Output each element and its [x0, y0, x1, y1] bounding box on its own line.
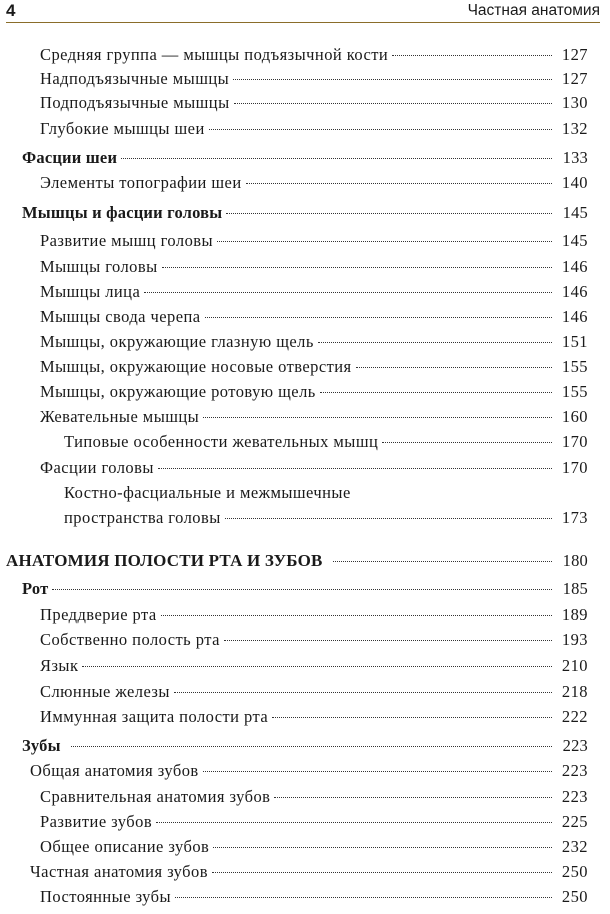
toc-entry[interactable] [40, 92, 588, 114]
dot-leader [71, 746, 552, 747]
toc-entry-page: 210 [561, 656, 588, 675]
toc-entry-page: 132 [561, 119, 588, 138]
toc-section-entry[interactable] [22, 202, 588, 224]
toc-entry-title-line1: Костно-фасциальные и межмышечные [64, 483, 351, 502]
toc-entry-title: Постоянные зубы [40, 887, 172, 906]
dot-leader [212, 872, 552, 873]
dot-leader [234, 103, 552, 104]
toc-entry-title: Язык [40, 656, 79, 675]
toc-entry-page: 170 [561, 458, 588, 477]
toc-entry[interactable] [40, 381, 588, 403]
toc-entry-page: 145 [561, 231, 588, 250]
toc-entry[interactable] [40, 681, 588, 703]
toc-entry-page: 140 [561, 173, 588, 192]
toc-entry[interactable] [40, 706, 588, 728]
toc-chapter-title: АНАТОМИЯ ПОЛОСТИ РТА И ЗУБОВ [6, 551, 323, 570]
toc-entry-title: Развитие мышц головы [40, 231, 214, 250]
toc-entry[interactable] [40, 281, 588, 303]
dot-leader [205, 317, 552, 318]
toc-subentry[interactable] [64, 431, 588, 453]
toc-entry-page: 250 [561, 862, 588, 881]
toc-entry-page: 130 [561, 93, 588, 112]
toc-entry-title: Фасции головы [40, 458, 154, 477]
toc-entry[interactable] [40, 886, 588, 908]
dot-leader [144, 292, 552, 293]
toc-entry-page: 160 [561, 407, 588, 426]
dot-leader [213, 847, 552, 848]
toc-entry[interactable] [40, 356, 588, 378]
toc-entry-page: 155 [561, 382, 588, 401]
toc-entry[interactable] [30, 760, 588, 782]
toc-entry-page: 145 [562, 203, 588, 222]
toc-entry-page: 223 [562, 736, 588, 755]
dot-leader [158, 468, 552, 469]
dot-leader [333, 561, 552, 562]
toc-entry-page: 223 [561, 787, 588, 806]
toc-entry-title: Мышцы, окружающие ротовую щель [40, 382, 316, 401]
toc-entry-page: 223 [561, 761, 588, 780]
toc-entry[interactable] [40, 406, 588, 428]
dot-leader [246, 183, 552, 184]
toc-entry[interactable] [40, 306, 588, 328]
toc-entry-page: 180 [562, 551, 588, 570]
toc-section-title: Рот [22, 579, 49, 598]
toc-entry-title-line2: пространства головы [64, 508, 221, 527]
dot-leader [162, 267, 552, 268]
toc-entry-page: 218 [561, 682, 588, 701]
toc-entry[interactable] [40, 836, 588, 858]
dot-leader [233, 79, 552, 80]
toc-entry-title: Развитие зубов [40, 812, 153, 831]
toc-entry-page: 170 [561, 432, 588, 451]
toc-section-title: Фасции шеи [22, 148, 118, 167]
toc-entry[interactable] [40, 786, 588, 808]
toc-entry-page: 127 [561, 45, 588, 64]
toc-entry-page: 127 [561, 69, 588, 88]
dot-leader [226, 213, 552, 214]
toc-section-entry[interactable] [22, 578, 588, 600]
toc-entry-page: 173 [561, 508, 588, 527]
dot-leader [274, 797, 552, 798]
toc-entry-page: 155 [561, 357, 588, 376]
toc-entry-title: Элементы топографии шеи [40, 173, 242, 192]
dot-leader [161, 615, 552, 616]
toc-entry-page: 193 [561, 630, 588, 649]
dot-leader [382, 442, 552, 443]
toc-entry-page: 222 [561, 707, 588, 726]
toc-entry[interactable] [40, 811, 588, 833]
toc-entry[interactable] [40, 230, 588, 252]
toc-section-entry[interactable] [22, 735, 588, 757]
dot-leader [175, 897, 552, 898]
toc-entry[interactable] [40, 68, 588, 90]
dot-leader [272, 717, 552, 718]
toc-entry-page: 185 [562, 579, 588, 598]
dot-leader [225, 518, 552, 519]
toc-entry-title: Мышцы, окружающие глазную щель [40, 332, 314, 351]
dot-leader [203, 771, 552, 772]
dot-leader [121, 158, 552, 159]
dot-leader [318, 342, 552, 343]
toc-entry[interactable] [40, 256, 588, 278]
toc-section-entry[interactable] [22, 147, 588, 169]
toc-entry-title: Подподъязычные мышцы [40, 93, 230, 112]
toc-entry-title: Жевательные мышцы [40, 407, 200, 426]
toc-entry-title: Общее описание зубов [40, 837, 210, 856]
toc-entry-title: Преддверие рта [40, 605, 157, 624]
toc-subentry-multiline[interactable] [64, 482, 588, 529]
toc-entry-title: Средняя группа — мышцы подъязычной кости [40, 45, 389, 64]
page-number: 4 [6, 1, 16, 20]
dot-leader [224, 640, 552, 641]
toc-entry[interactable] [40, 457, 588, 479]
toc-entry[interactable] [40, 172, 588, 194]
toc-entry-title: Иммунная защита полости рта [40, 707, 269, 726]
toc-entry-page: 146 [561, 307, 588, 326]
toc-entry-title: Надподъязычные мышцы [40, 69, 230, 88]
toc-entry-title: Сравнительная анатомия зубов [40, 787, 271, 806]
toc-entry-title: Мышцы, окружающие носовые отверстия [40, 357, 352, 376]
toc-entry-title: Собственно полость рта [40, 630, 220, 649]
toc-entry-page: 146 [561, 282, 588, 301]
toc-entry-page: 250 [561, 887, 588, 906]
dot-leader [356, 367, 552, 368]
dot-leader [392, 55, 552, 56]
toc-entry-title: Мышцы головы [40, 257, 158, 276]
toc-entry-title: Мышцы свода черепа [40, 307, 201, 326]
toc-entry-title: Слюнные железы [40, 682, 170, 701]
dot-leader [156, 822, 552, 823]
toc-section-title: Мышцы и фасции головы [22, 203, 223, 222]
dot-leader [320, 392, 552, 393]
toc-entry[interactable] [40, 118, 588, 140]
toc-chapter-entry[interactable] [6, 550, 588, 572]
toc-entry[interactable] [40, 629, 588, 651]
toc-entry-page: 146 [561, 257, 588, 276]
dot-leader [174, 692, 552, 693]
toc-entry[interactable] [40, 655, 588, 677]
toc-entry[interactable] [40, 604, 588, 626]
dot-leader [82, 666, 552, 667]
toc-entry-page: 151 [561, 332, 588, 351]
toc-entry-page: 189 [561, 605, 588, 624]
toc-section-title: Зубы [22, 736, 61, 755]
running-title: Частная анатомия [467, 2, 600, 19]
dot-leader [52, 589, 552, 590]
toc-entry-title: Мышцы лица [40, 282, 141, 301]
toc-entry-title: Общая анатомия зубов [30, 761, 199, 780]
toc-entry-page: 225 [561, 812, 588, 831]
toc-entry[interactable] [40, 44, 588, 66]
toc-entry-page: 232 [561, 837, 588, 856]
dot-leader [209, 129, 552, 130]
toc-entry[interactable] [40, 331, 588, 353]
toc-entry-page: 133 [562, 148, 588, 167]
toc-entry-title: Частная анатомия зубов [30, 862, 208, 881]
page-header [6, 0, 600, 23]
toc-entry-title: Типовые особенности жевательных мышц [64, 432, 379, 451]
toc-entry-title: Глубокие мышцы шеи [40, 119, 205, 138]
dot-leader [217, 241, 552, 242]
toc-entry[interactable] [30, 861, 588, 883]
dot-leader [203, 417, 552, 418]
